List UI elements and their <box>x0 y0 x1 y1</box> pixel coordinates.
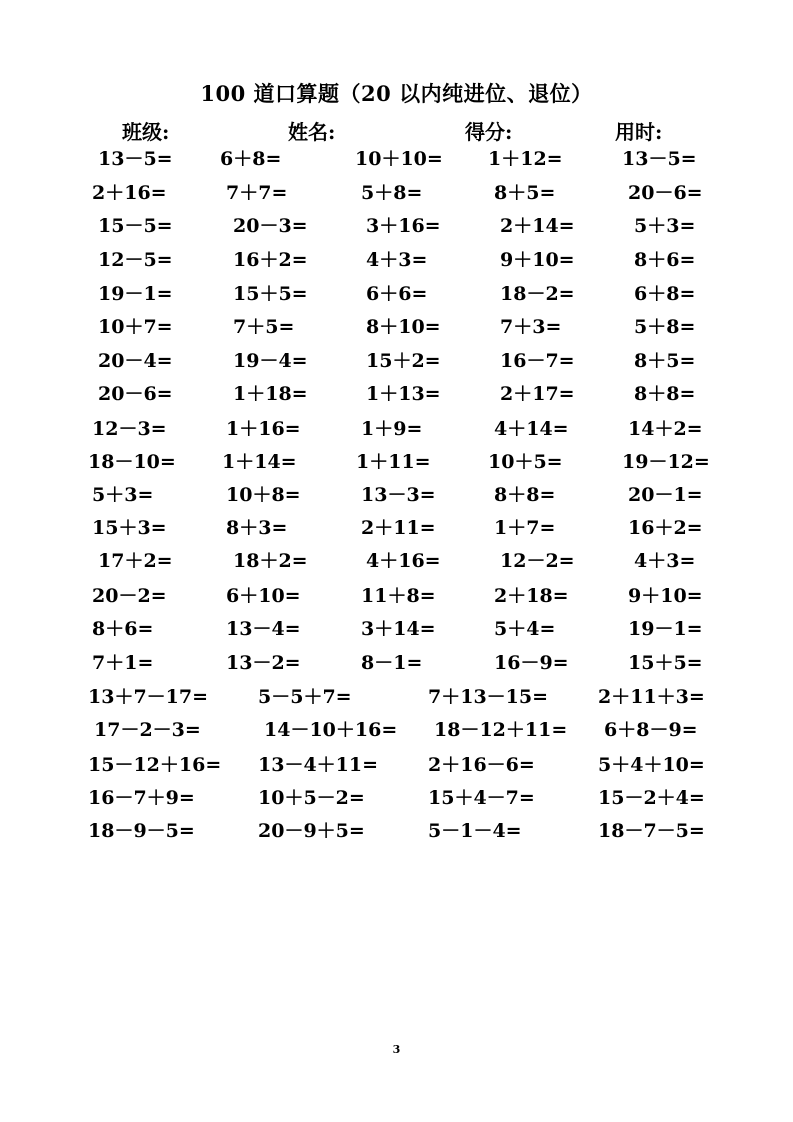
problem-item: 10＋8= <box>226 484 301 506</box>
problem-item: 7＋5= <box>233 316 295 338</box>
problem-item: 8＋5= <box>494 182 556 204</box>
problem-item: 6＋10= <box>226 585 301 607</box>
problem-item: 18－10= <box>88 451 176 473</box>
mixed-problem-item: 2＋16－6= <box>428 754 535 776</box>
problem-item: 10＋10= <box>355 148 443 170</box>
problem-item: 2＋14= <box>500 215 575 237</box>
problem-item: 1＋16= <box>226 418 301 440</box>
problem-item: 15＋5= <box>233 283 308 305</box>
mixed-problem-item: 16－7＋9= <box>88 787 195 809</box>
mixed-problem-item: 13－4＋11= <box>258 754 379 776</box>
time-label: 用时: <box>615 120 663 144</box>
mixed-problem-item: 2＋11＋3= <box>598 686 705 708</box>
mixed-problem-item: 15－2＋4= <box>598 787 705 809</box>
problem-item: 16＋2= <box>628 517 703 539</box>
problem-item: 4＋14= <box>494 418 569 440</box>
mixed-problem-item: 13＋7－17= <box>88 686 209 708</box>
problem-item: 9＋10= <box>628 585 703 607</box>
problem-item: 12－3= <box>92 418 167 440</box>
problem-item: 1＋11= <box>356 451 431 473</box>
problem-item: 18－2= <box>500 283 575 305</box>
problem-item: 3＋16= <box>366 215 441 237</box>
mixed-problem-item: 18－9－5= <box>88 820 195 842</box>
problem-item: 12－2= <box>500 550 575 572</box>
problem-item: 16＋2= <box>233 249 308 271</box>
problem-item: 8＋8= <box>634 383 696 405</box>
problem-item: 10＋5= <box>488 451 563 473</box>
problem-item: 2＋16= <box>92 182 167 204</box>
problem-item: 3＋14= <box>361 618 436 640</box>
mixed-problem-item: 18－7－5= <box>598 820 705 842</box>
mixed-problem-item: 17－2－3= <box>94 719 201 741</box>
problem-item: 8－1= <box>361 652 423 674</box>
problem-item: 13－4= <box>226 618 301 640</box>
problem-item: 15＋3= <box>92 517 167 539</box>
problem-item: 6＋8= <box>634 283 696 305</box>
problem-item: 1＋13= <box>366 383 441 405</box>
problem-item: 9＋10= <box>500 249 575 271</box>
problem-item: 8＋6= <box>634 249 696 271</box>
problem-item: 8＋10= <box>366 316 441 338</box>
name-label: 姓名: <box>288 120 336 144</box>
problem-item: 5＋8= <box>361 182 423 204</box>
problem-item: 19－1= <box>628 618 703 640</box>
problem-item: 13－3= <box>361 484 436 506</box>
problem-item: 2＋18= <box>494 585 569 607</box>
problem-item: 20－6= <box>628 182 703 204</box>
problem-item: 20－4= <box>98 350 173 372</box>
mixed-problem-item: 10＋5－2= <box>258 787 365 809</box>
mixed-problem-item: 5－1－4= <box>428 820 522 842</box>
score-label: 得分: <box>465 120 513 144</box>
problem-item: 16－7= <box>500 350 575 372</box>
mixed-problem-item: 14－10＋16= <box>264 719 398 741</box>
problem-item: 4＋3= <box>366 249 428 271</box>
problem-item: 19－12= <box>622 451 710 473</box>
problem-item: 2＋11= <box>361 517 436 539</box>
problem-item: 15＋5= <box>628 652 703 674</box>
problem-item: 5＋4= <box>494 618 556 640</box>
problem-item: 4＋16= <box>366 550 441 572</box>
problem-item: 8＋8= <box>494 484 556 506</box>
problem-item: 20－2= <box>92 585 167 607</box>
mixed-problem-item: 20－9＋5= <box>258 820 365 842</box>
mixed-problem-item: 7＋13－15= <box>428 686 549 708</box>
problem-item: 8＋6= <box>92 618 154 640</box>
problem-item: 6＋6= <box>366 283 428 305</box>
problem-item: 12－5= <box>98 249 173 271</box>
problem-item: 13－2= <box>226 652 301 674</box>
problem-item: 7＋7= <box>226 182 288 204</box>
class-label: 班级: <box>122 120 170 144</box>
mixed-problem-item: 15－12＋16= <box>88 754 222 776</box>
problem-item: 1＋9= <box>361 418 423 440</box>
problem-item: 5＋3= <box>634 215 696 237</box>
problem-item: 16－9= <box>494 652 569 674</box>
mixed-problem-item: 5＋4＋10= <box>598 754 705 776</box>
page-title: 100 道口算题（20 以内纯进位、退位） <box>200 81 593 106</box>
problem-item: 20－1= <box>628 484 703 506</box>
problem-item: 10＋7= <box>98 316 173 338</box>
problem-item: 17＋2= <box>98 550 173 572</box>
problem-item: 18＋2= <box>233 550 308 572</box>
problem-item: 1＋7= <box>494 517 556 539</box>
problem-item: 6＋8= <box>220 148 282 170</box>
mixed-problem-item: 18－12＋11= <box>434 719 568 741</box>
problem-item: 4＋3= <box>634 550 696 572</box>
page-number: 3 <box>392 1043 401 1056</box>
problem-item: 19－1= <box>98 283 173 305</box>
problem-item: 1＋18= <box>233 383 308 405</box>
problem-item: 19－4= <box>233 350 308 372</box>
problem-item: 1＋12= <box>488 148 563 170</box>
problem-item: 2＋17= <box>500 383 575 405</box>
mixed-problem-item: 6＋8－9= <box>604 719 698 741</box>
mixed-problem-item: 5－5＋7= <box>258 686 352 708</box>
problem-item: 15－5= <box>98 215 173 237</box>
problem-item: 20－6= <box>98 383 173 405</box>
mixed-problem-item: 15＋4－7= <box>428 787 535 809</box>
problem-item: 20－3= <box>233 215 308 237</box>
problem-item: 8＋3= <box>226 517 288 539</box>
problem-item: 1＋14= <box>222 451 297 473</box>
problem-item: 5＋3= <box>92 484 154 506</box>
problem-item: 8＋5= <box>634 350 696 372</box>
problem-item: 13－5= <box>622 148 697 170</box>
problem-item: 14＋2= <box>628 418 703 440</box>
problem-item: 11＋8= <box>361 585 436 607</box>
problem-item: 7＋3= <box>500 316 562 338</box>
problem-item: 15＋2= <box>366 350 441 372</box>
problem-item: 5＋8= <box>634 316 696 338</box>
problem-item: 13－5= <box>98 148 173 170</box>
problem-item: 7＋1= <box>92 652 154 674</box>
